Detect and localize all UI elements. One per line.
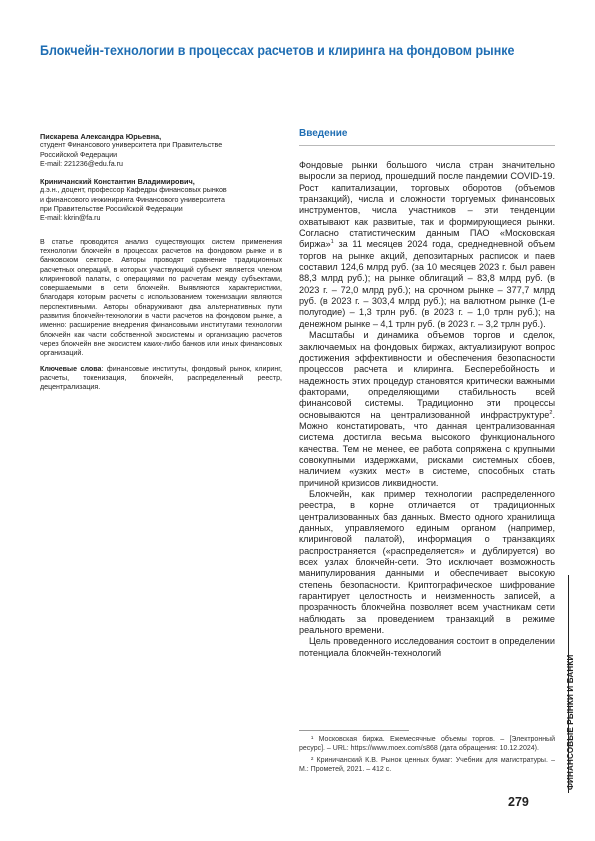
body-text bbox=[299, 160, 555, 659]
author-2-affiliation-line-1: д.э.н., доцент, профессор Кафедры финансовых рынков bbox=[40, 186, 227, 195]
author-1-email: E-mail: 221236@edu.fa.ru bbox=[40, 159, 123, 168]
footnote-divider bbox=[299, 730, 409, 731]
footnote-ref-1: 1 bbox=[330, 239, 334, 246]
keywords-label: Ключевые слова bbox=[40, 364, 102, 373]
journal-section-label: ФИНАНСОВЫЕ РЫНКИ И БАНКИ bbox=[566, 654, 575, 790]
paragraph-1-part-a: Фондовые рынки большого числа стран значительно выросли за период, прошедший после пандемии COVID-19. Рост капитализации, торговых оборотов (объемов транзакций), числа и сложности торгуемых финансовых инструментов, числа участников – эти тенденции охватывают как развитые, так и формирующиеся рынки. Согласно статистическим данным ПАО «Московская биржа» bbox=[299, 160, 555, 250]
author-1-affiliation-line-2: Российской Федерации bbox=[40, 150, 118, 159]
paragraph-1 bbox=[299, 160, 555, 330]
author-2-affiliation-line-2: и финансового инжиниринга Финансового университета bbox=[40, 195, 225, 204]
paragraph-2-part-b: . Можно констатировать, что данная централизованная система достигла весьма высокого функционального качества. Тем не менее, ее работа сопряжена с крупными совокупными издержками, рисками системных сбоев, наличием «узких мест» в системе, способных стать причиной кризисов ликвидности. bbox=[299, 409, 555, 488]
article-title: Блокчейн-технологии в процессах расчетов и клиринга на фондовом рынке bbox=[40, 43, 515, 58]
author-2-email: E-mail: kkrin@fa.ru bbox=[40, 214, 101, 223]
paragraph-1-part-b: за 11 месяцев 2024 года, среднедневной объем торгов на рынке акций, депозитарных расписок и паев составил 124,6 млрд руб. (за 10 месяцев 2023 г. был равен 88,3 млрд руб.); на рынке облигаций – 83,8 млрд руб. (в 2023 г. – 72,0 млрд руб.); на срочном рынке – 377,7 млрд руб. (в 2023 г. – 303,4 млрд руб.); на валютном рынке (1-е полугодие) – 1,3 трлн руб. (в 2023 г. – 1,0 трлн руб.); на денежном рынке – 4,1 трлн руб. (в 2023 г. – 3,2 трлн руб.). bbox=[299, 239, 555, 329]
author-2-name: Криничанский Константин Владимирович, bbox=[40, 177, 195, 187]
footnote-2: ² Криничанский К.В. Рынок ценных бумаг: Учебник для магистратуры. – М.: Прометей, 2021. – 412 с. bbox=[299, 756, 555, 773]
author-1-affiliation-line-1: студент Финансового университета при Правительстве bbox=[40, 141, 223, 150]
main-column bbox=[299, 128, 555, 659]
paragraph-2 bbox=[299, 330, 555, 489]
footnotes bbox=[299, 735, 555, 776]
page-number: 279 bbox=[508, 795, 529, 809]
footnote-1: ¹ Московская биржа. Ежемесячные объемы торгов. – [Электронный ресурс]. – URL: https://www.moex.com/s868 (дата обращения: 10.12.2024). bbox=[299, 736, 555, 753]
paragraph-2-part-a: Масштабы и динамика объемов торгов и сделок, заключаемых на фондовых биржах, актуализируют вопрос достижения эффективности и обеспечения безопасности процессов расчета и клиринга. Бесперебойность и надежность этих процедур становятся критически важными факторами, определяющими стабильность всей финансовой системы. Традиционно эти процессы основываются на централизованной инфраструктуре bbox=[299, 330, 555, 420]
section-heading: Введение bbox=[299, 128, 555, 146]
author-1-name: Пискарева Александра Юрьевна, bbox=[40, 132, 162, 141]
paragraph-4: Цель проведенного исследования состоит в определении потенциала блокчейн-технологий bbox=[299, 636, 555, 658]
author-2-affiliation-line-3: при Правительстве Российской Федерации bbox=[40, 205, 183, 214]
keywords-text: : финансовые институты, фондовый рынок, клиринг, расчеты, токенизация, блокчейн, распределенный реестр, децентрализация. bbox=[40, 364, 282, 392]
abstract: В статье проводится анализ существующих систем применения технологии блокчейн в процессах расчетов на фондовом рынке и в банковском секторе. Авторы проводят сравнение традиционных расчетных операций, в которых участвующий субъект является членом клиринговой палаты, с операциями по расчетам между субъектами, совершаемыми в сети блокчейн. Выявляются характеристики, благодаря которым расчеты с использованием токенизации являются перспективными. Авторы обнаруживают два альтернативных пути развития блокчейн-технологии в части расчетов на фондовом рынке, а именно: расширение внедрения финансовыми институтами технологии блокчейн как части собственной экосистемы и организацию расчетов через блокчейн вне экосистем каких-либо банков или иных финансовых организаций. bbox=[40, 237, 282, 358]
footnote-ref-2: 2 bbox=[549, 409, 553, 416]
author-1 bbox=[40, 132, 282, 169]
paragraph-3: Блокчейн, как пример технологии распределенного реестра, в корне отличается от традиционных централизованных баз данных. Вместо одного хранилища данных, управляемого единым органом (например, клиринговой палатой), информация о транзакциях распространяется («распределяется» и дублируется) во всех узлах блокчейн-сети. Это исключает возможность манипулирования данными и обеспечивает высокую степень безопасности. Криптографическое шифрование гарантирует целостность и неизменность записей, а прозрачность блокчейна позволяет всем участникам сети наблюдать за проведением транзакций в режиме реального времени. bbox=[299, 488, 555, 636]
keywords bbox=[40, 365, 282, 393]
author-2 bbox=[40, 177, 282, 223]
left-column bbox=[40, 132, 282, 392]
